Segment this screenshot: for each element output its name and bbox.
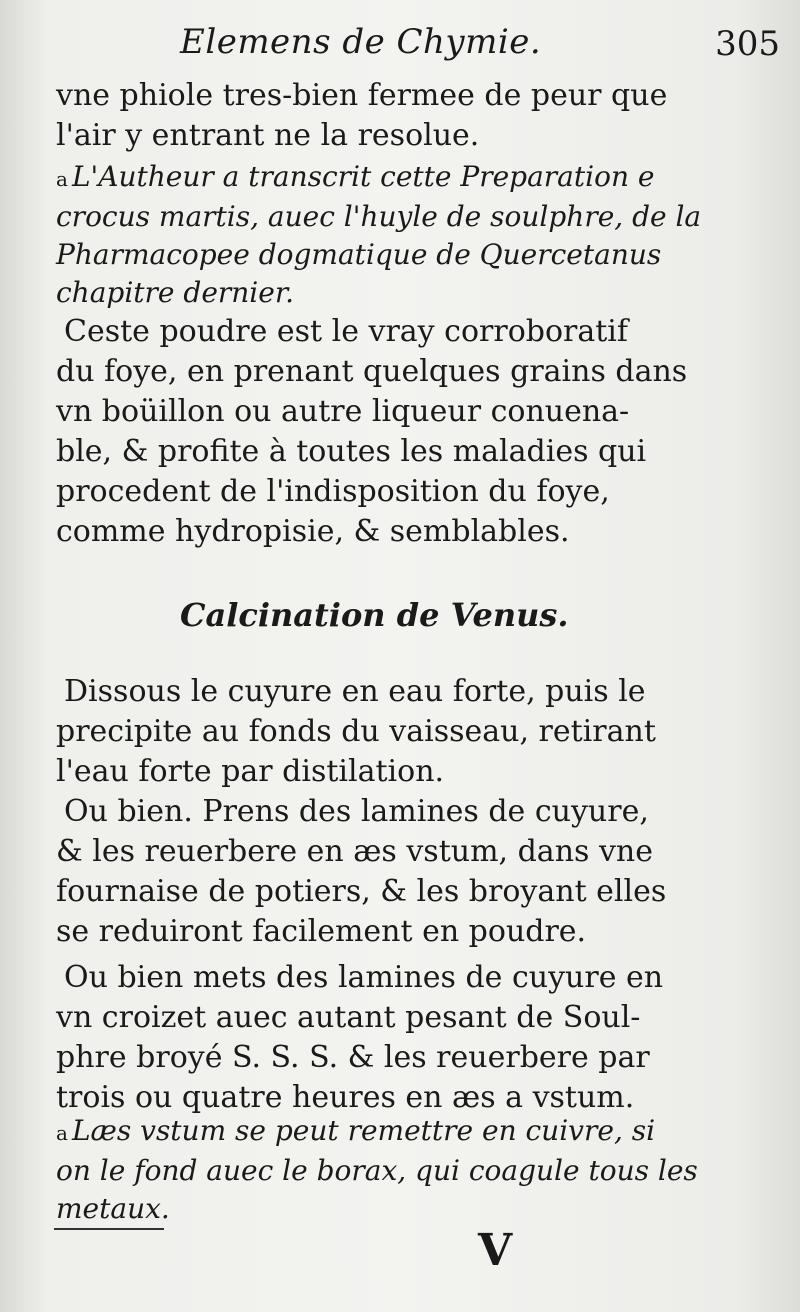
running-title: Elemens de Chymie. <box>180 22 542 62</box>
footer-rule <box>54 1228 164 1230</box>
note-marker: a <box>56 167 68 191</box>
text-line: & les reuerbere en æs vstum, dans vne <box>56 834 653 869</box>
signature-mark: V <box>478 1225 513 1276</box>
text-line: precipite au fonds du vaisseau, retirant <box>56 714 656 749</box>
text-line: l'air y entrant ne la resolue. <box>56 118 480 153</box>
text-line: fournaise de potiers, & les broyant elles <box>56 874 667 909</box>
text-line: se reduiront facilement en poudre. <box>56 914 587 949</box>
marginal-note-2 <box>56 1112 698 1228</box>
note-line: Pharmacopee dogmatique de Quercetanus <box>56 238 662 271</box>
text-line: phre broyé S. S. S. & les reuerbere par <box>56 1040 650 1075</box>
note-line: metaux. <box>56 1192 170 1225</box>
text-line: comme hydropisie, & semblables. <box>56 514 570 549</box>
text-line: trois ou quatre heures en æs a vstum. <box>56 1080 635 1115</box>
text-line: vn croizet auec autant pesant de Soul- <box>56 1000 641 1035</box>
page-number: 305 <box>715 24 780 64</box>
note-line: crocus martis, auec l'huyle de soulphre, de la <box>56 200 702 233</box>
page-header <box>60 22 780 72</box>
text-line: procedent de l'indisposition du foye, <box>56 474 610 509</box>
text-line: ble, & profite à toutes les maladies qui <box>56 434 647 469</box>
section-heading: Calcination de Venus. <box>180 596 569 634</box>
text-line: vn boüillon ou autre liqueur conuena- <box>56 394 630 429</box>
text-line: l'eau forte par distilation. <box>56 754 445 789</box>
text-line: Ou bien mets des lamines de cuyure en <box>64 960 664 995</box>
text-line: vne phiole tres-bien fermee de peur que <box>56 78 668 113</box>
note-line: Læs vstum se peut remettre en cuivre, si <box>71 1114 656 1147</box>
text-line: du foye, en prenant quelques grains dans <box>56 354 688 389</box>
paragraph-continuation <box>56 76 668 156</box>
note-line: L'Autheur a transcrit cette Preparation e <box>71 160 655 193</box>
paragraph-liver-powder <box>56 312 688 552</box>
note-line: chapitre dernier. <box>56 276 295 309</box>
note-line: on le fond auec le borax, qui coagule tous les <box>56 1154 698 1187</box>
text-line: Dissous le cuyure en eau forte, puis le <box>64 674 646 709</box>
paragraph-calcination <box>56 672 667 1118</box>
marginal-note-1 <box>56 158 702 312</box>
text-line: Ou bien. Prens des lamines de cuyure, <box>64 794 649 829</box>
text-line: Ceste poudre est le vray corroboratif <box>64 314 629 349</box>
note-marker: a <box>56 1121 68 1145</box>
